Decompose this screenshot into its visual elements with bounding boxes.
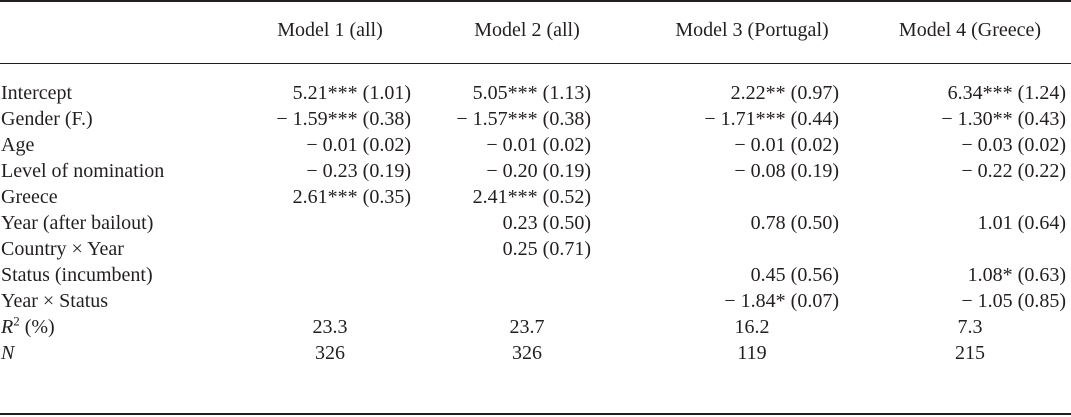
table-cell: − 1.59*** (0.38)	[276, 108, 411, 130]
column-header-model-4: Model 4 (Greece)	[898, 19, 1042, 41]
table-row	[0, 158, 1071, 184]
table-cell: − 1.57*** (0.38)	[456, 108, 591, 130]
table-cell: 5.21*** (1.01)	[292, 82, 411, 104]
table-cell: − 0.22 (0.22)	[961, 160, 1066, 182]
r-squared-row	[0, 314, 1071, 340]
table-cell: 23.7	[509, 316, 545, 338]
table-row	[0, 236, 1071, 262]
table-row	[0, 288, 1071, 314]
column-header-model-3: Model 3 (Portugal)	[675, 19, 829, 41]
table-cell: − 1.30** (0.43)	[941, 108, 1066, 130]
table-row	[0, 106, 1071, 132]
r-letter: R	[1, 316, 14, 338]
row-label-n	[1, 340, 14, 366]
table-cell: 1.08* (0.63)	[967, 264, 1066, 286]
table-row	[0, 132, 1071, 158]
n-letter: N	[1, 342, 15, 364]
row-label: Year × Status	[1, 290, 109, 312]
table-row	[0, 262, 1071, 288]
table-header-rule	[0, 63, 1071, 64]
table-row	[0, 210, 1071, 236]
table-cell: 0.23 (0.50)	[502, 212, 591, 234]
table-cell: 0.25 (0.71)	[502, 238, 591, 260]
table-cell: − 0.23 (0.19)	[306, 160, 411, 182]
row-label: Age	[1, 134, 35, 156]
r-superscript: 2	[13, 313, 20, 329]
table-cell: 2.22** (0.97)	[730, 82, 839, 104]
table-cell: − 1.84* (0.07)	[724, 290, 839, 312]
table-cell: 2.61*** (0.35)	[292, 186, 411, 208]
row-label: Gender (F.)	[1, 108, 93, 130]
table-cell: 2.41*** (0.52)	[472, 186, 591, 208]
table-cell: − 0.03 (0.02)	[961, 134, 1066, 156]
table-cell: 23.3	[312, 316, 348, 338]
table-row	[0, 80, 1071, 106]
row-label: Country × Year	[1, 238, 124, 260]
table-cell: 215	[955, 342, 985, 364]
r-label-rest: (%)	[19, 316, 55, 338]
column-header-model-2: Model 2 (all)	[474, 19, 580, 41]
table-cell: − 0.01 (0.02)	[734, 134, 839, 156]
table-cell: 6.34*** (1.24)	[947, 82, 1066, 104]
table-cell: 5.05*** (1.13)	[472, 82, 591, 104]
table-cell: − 0.20 (0.19)	[486, 160, 591, 182]
table-row	[0, 184, 1071, 210]
table-cell: 1.01 (0.64)	[977, 212, 1066, 234]
table-cell: − 1.71*** (0.44)	[704, 108, 839, 130]
table-cell: − 0.01 (0.02)	[306, 134, 411, 156]
table-cell: 0.45 (0.56)	[750, 264, 839, 286]
table-cell: 326	[512, 342, 542, 364]
table-cell: 16.2	[734, 316, 770, 338]
table-cell: − 0.08 (0.19)	[734, 160, 839, 182]
row-label: Intercept	[1, 82, 73, 104]
row-label: Year (after bailout)	[1, 212, 154, 234]
table-cell: 326	[315, 342, 345, 364]
row-label-r-squared	[1, 314, 55, 340]
row-label: Greece	[1, 186, 58, 208]
row-label: Status (incumbent)	[1, 264, 153, 286]
n-row	[0, 340, 1071, 366]
column-header-model-1: Model 1 (all)	[277, 19, 383, 41]
table-bottom-rule	[0, 413, 1071, 415]
table-cell: 7.3	[957, 316, 983, 338]
table-cell: 0.78 (0.50)	[750, 212, 839, 234]
table-cell: 119	[737, 342, 767, 364]
row-label: Level of nomination	[1, 160, 165, 182]
table-top-rule	[0, 0, 1071, 2]
table-cell: − 0.01 (0.02)	[486, 134, 591, 156]
table-cell: − 1.05 (0.85)	[961, 290, 1066, 312]
